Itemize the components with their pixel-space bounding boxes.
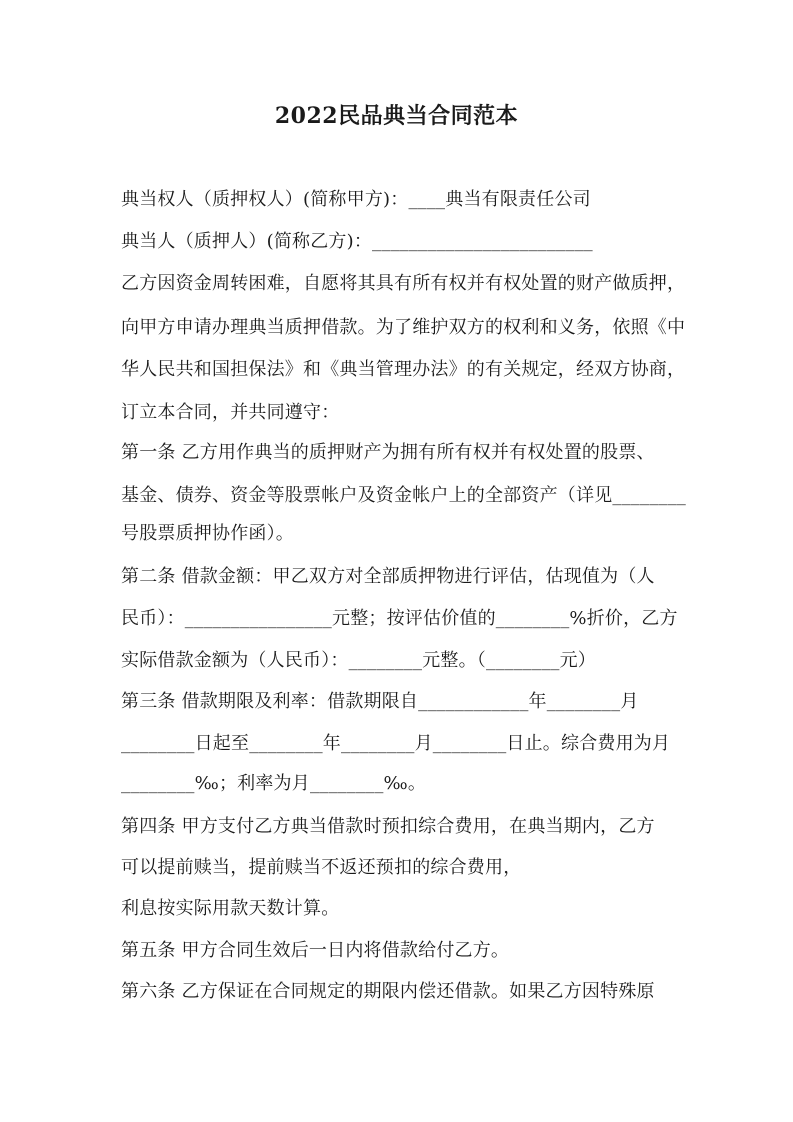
preamble-line-1: 乙方因资金周转困难，自愿将其具有所有权并有权处置的财产做质押， bbox=[121, 273, 686, 294]
article-3-line-1: 第三条 借款期限及利率：借款期限自____________年________月 bbox=[121, 691, 639, 712]
document-title: 2022民品典当合同范本 bbox=[274, 103, 519, 129]
article-2-line-2: 民币）：________________元整；按评估价值的________%折价，乙方 bbox=[121, 608, 678, 629]
article-4-line-3: 利息按实际用款天数计算。 bbox=[121, 898, 340, 919]
article-4-line-1: 第四条 甲方支付乙方典当借款时预扣综合费用，在典当期内，乙方 bbox=[121, 816, 655, 837]
preamble-line-3: 华人民共和国担保法》和《典当管理办法》的有关规定，经双方协商， bbox=[121, 359, 686, 380]
article-5-line-1: 第五条 甲方合同生效后一日内将借款给付乙方。 bbox=[121, 940, 510, 961]
article-1-line-3: 号股票质押协作函）。 bbox=[121, 523, 294, 544]
article-3-line-3: ________‰；利率为月________‰。 bbox=[121, 773, 427, 794]
article-4-line-2: 可以提前赎当，提前赎当不返还预扣的综合费用， bbox=[121, 857, 522, 878]
article-2-line-1: 第二条 借款金额：甲乙双方对全部质押物进行评估，估现值为（人 bbox=[121, 566, 655, 587]
preamble-line-2: 向甲方申请办理典当质押借款。为了维护双方的权利和义务，依照《中 bbox=[121, 317, 686, 338]
party-a-line: 典当权人（质押权人）(简称甲方)：____典当有限责任公司 bbox=[121, 189, 591, 210]
article-2-line-3: 实际借款金额为（人民币）：________元整。（________元） bbox=[121, 650, 596, 671]
article-6-line-1: 第六条 乙方保证在合同规定的期限内偿还借款。如果乙方因特殊原 bbox=[121, 981, 655, 1002]
article-1-line-1: 第一条 乙方用作典当的质押财产为拥有所有权并有权处置的股票、 bbox=[121, 442, 655, 463]
party-b-line: 典当人（质押人）(简称乙方)：________________________ bbox=[121, 231, 593, 252]
article-1-line-2: 基金、债券、资金等股票帐户及资金帐户上的全部资产（详见________ bbox=[121, 485, 686, 506]
preamble-line-4: 订立本合同，并共同遵守： bbox=[121, 402, 340, 423]
article-3-line-2: ________日起至________年________月________日止。综合费用为月 bbox=[121, 733, 671, 754]
